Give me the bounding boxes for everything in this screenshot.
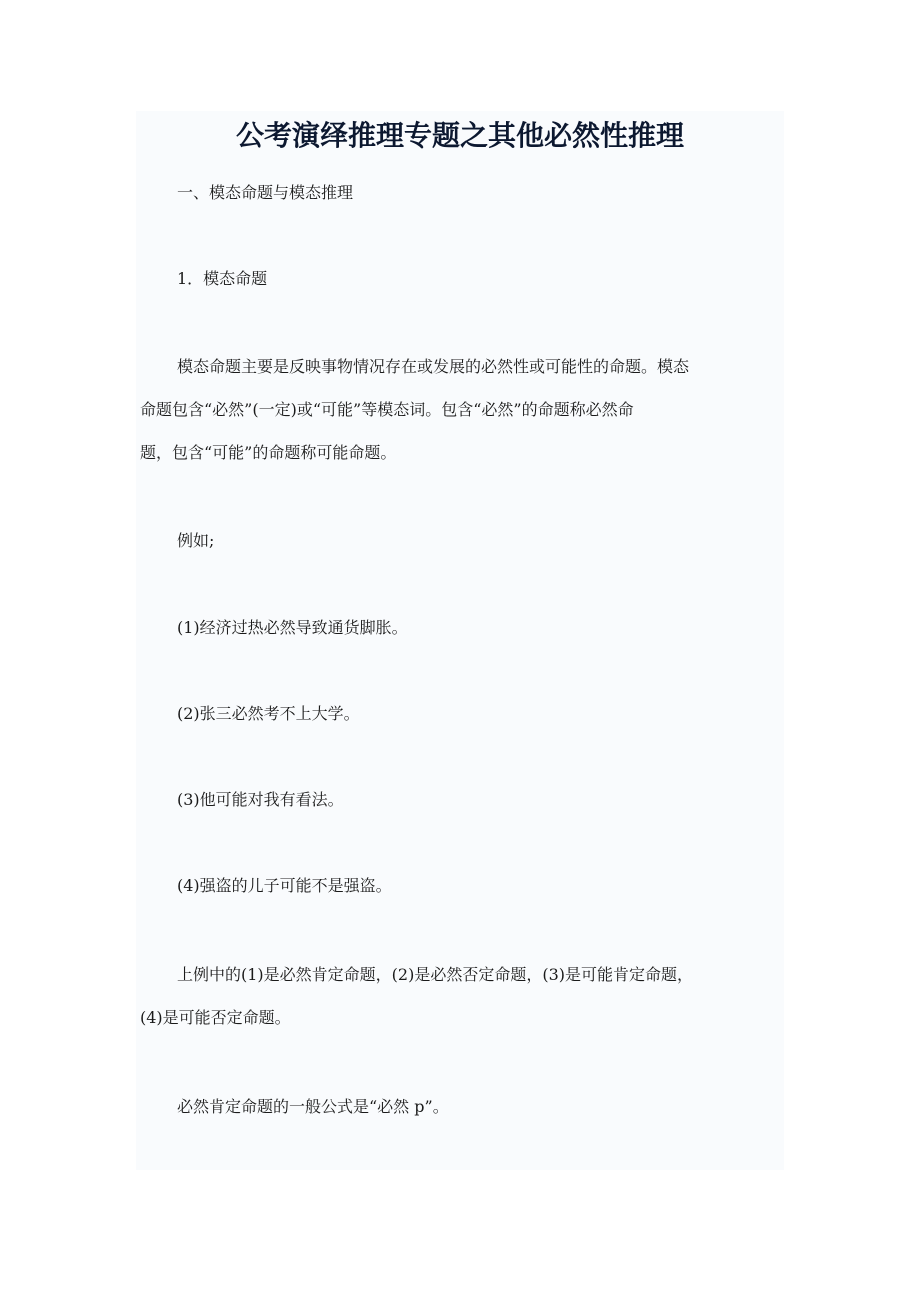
example-intro: 例如; [177, 531, 215, 550]
section-heading: 一、模态命题与模态推理 [177, 183, 354, 202]
classification-paragraph [140, 953, 772, 1039]
definition-line: 模态命题主要是反映事物情况存在或发展的必然性或可能性的命题。模态 [177, 357, 690, 376]
example-item: (3)他可能对我有看法。 [177, 790, 344, 809]
document-title: 公考演绎推理专题之其他必然性推理 [235, 119, 684, 152]
example-item: (1)经济过热必然导致通货脚胀。 [177, 618, 408, 637]
subsection-heading: 1．模态命题 [177, 269, 268, 288]
example-item: (4)强盗的儿子可能不是强盗。 [177, 876, 392, 895]
formula-line: 必然肯定命题的一般公式是“必然 p”。 [177, 1097, 449, 1116]
definition-line: 命题包含“必然”(一定)或“可能”等模态词。包含“必然”的命题称必然命 [140, 400, 634, 419]
classification-line: (4)是可能否定命题。 [140, 1008, 291, 1027]
definition-line: 题，包含“可能”的命题称可能命题。 [140, 443, 397, 462]
example-item: (2)张三必然考不上大学。 [177, 704, 360, 723]
classification-line: 上例中的(1)是必然肯定命题，(2)是必然否定命题，(3)是可能肯定命题， [177, 965, 693, 984]
definition-paragraph [140, 345, 772, 474]
